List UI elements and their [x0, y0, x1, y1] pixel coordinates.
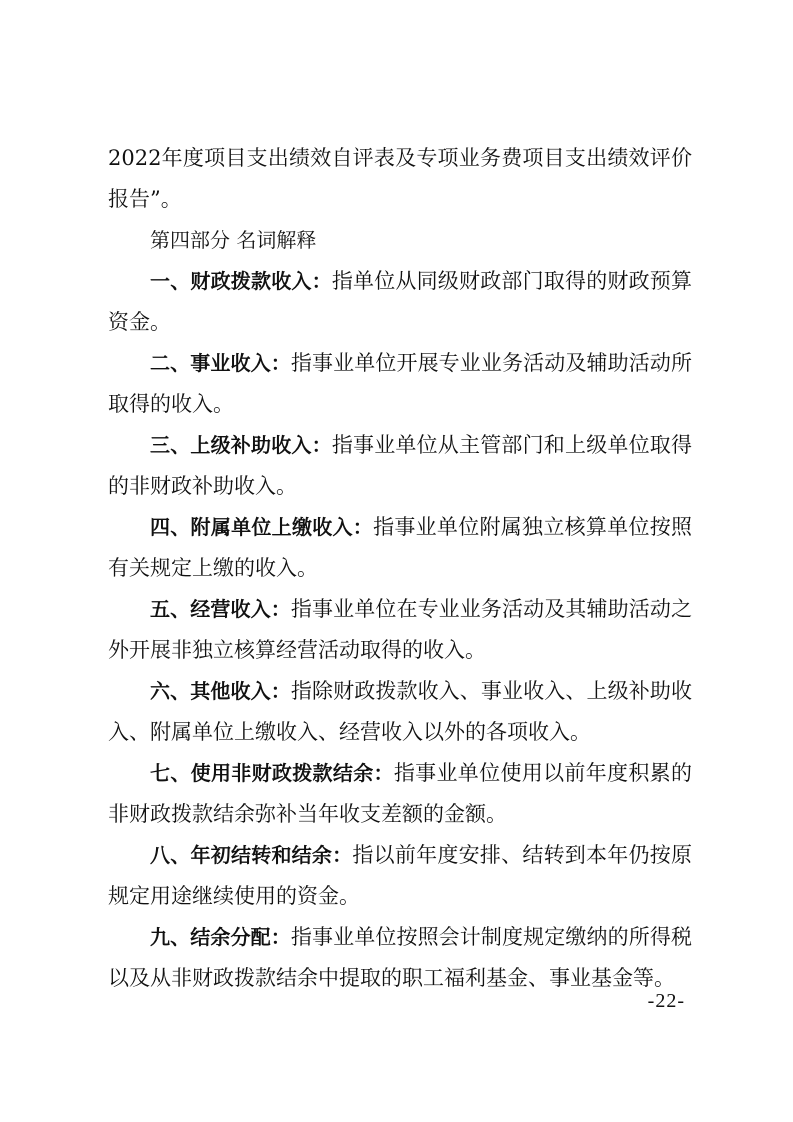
definition-paragraph: [108, 425, 692, 507]
document-body: [108, 138, 692, 999]
definition-text: 指事业单位在专业业务活动及其辅助活动之外开展非独立核算经营活动取得的收入。: [108, 597, 693, 662]
definition-term: 四、附属单位上缴收入：: [150, 515, 374, 539]
definition-paragraph: [108, 507, 692, 589]
definition-paragraph: [108, 671, 692, 753]
definition-text: 指以前年度安排、结转到本年仍按原规定用途继续使用的资金。: [108, 843, 693, 908]
definition-term: 八、年初结转和结余：: [150, 843, 353, 867]
definition-term: 九、结余分配：: [150, 925, 291, 949]
definition-text: 指事业单位使用以前年度积累的非财政拨款结余弥补当年收支差额的金额。: [108, 761, 693, 826]
continuation-paragraph: 2022年度项目支出绩效自评表及专项业务费项目支出绩效评价报告”。: [108, 146, 692, 211]
definition-paragraph: [108, 753, 692, 835]
definition-term: 二、事业收入：: [150, 351, 291, 375]
definition-paragraph: [108, 835, 692, 917]
definition-text: 指除财政拨款收入、事业收入、上级补助收入、附属单位上缴收入、经营收入以外的各项收入。: [108, 679, 693, 744]
definition-paragraph: [108, 343, 692, 425]
definition-text: 指事业单位按照会计制度规定缴纳的所得税以及从非财政拨款结余中提取的职工福利基金、事业基金等。: [108, 925, 693, 990]
definition-text: 指事业单位附属独立核算单位按照有关规定上缴的收入。: [108, 515, 693, 580]
definition-term: 三、上级补助收入：: [150, 433, 332, 457]
definition-term: 六、其他收入：: [150, 679, 291, 703]
definition-paragraph: [108, 917, 692, 999]
page-number: -22-: [647, 990, 685, 1012]
definition-term: 一、财政拨款收入：: [150, 269, 332, 293]
definition-text: 指单位从同级财政部门取得的财政预算资金。: [108, 269, 693, 334]
definition-paragraph: [108, 589, 692, 671]
definition-term: 七、使用非财政拨款结余：: [150, 761, 394, 785]
definition-text: 指事业单位从主管部门和上级单位取得的非财政补助收入。: [108, 433, 693, 498]
section-heading: 第四部分 名词解释: [150, 228, 317, 252]
definition-term: 五、经营收入：: [150, 597, 291, 621]
definition-text: 指事业单位开展专业业务活动及辅助活动所取得的收入。: [108, 351, 693, 416]
definition-paragraph: [108, 261, 692, 343]
